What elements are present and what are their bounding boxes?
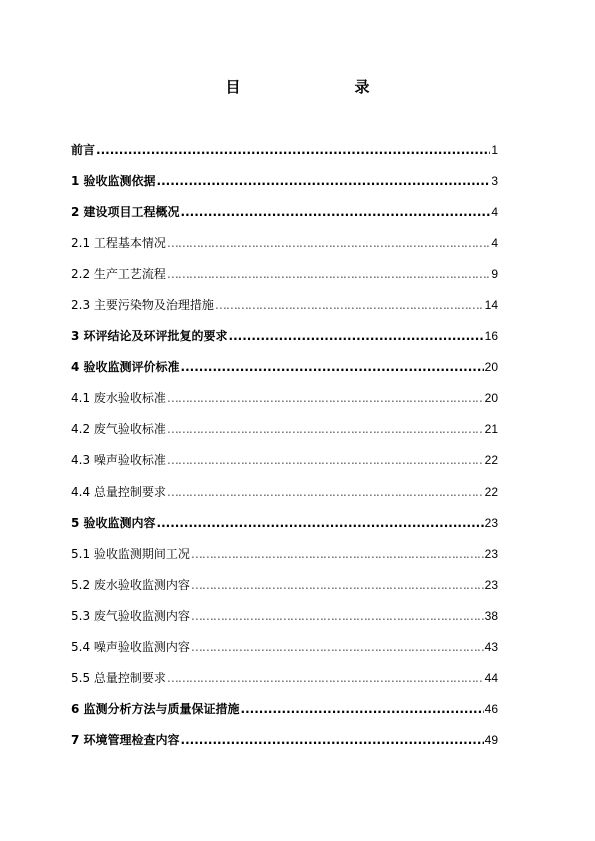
- toc-page-number: 23: [484, 546, 498, 561]
- toc-page-number: 20: [484, 391, 498, 406]
- toc-entry-label: 2.2 生产工艺流程: [71, 267, 166, 282]
- toc-leader-dots: [167, 264, 490, 284]
- toc-page-number: 49: [484, 732, 498, 747]
- toc-leader-dots: [181, 730, 484, 750]
- toc-entry-label: 2.3 主要污染物及治理措施: [71, 298, 214, 313]
- toc-entry-label: 6 监测分析方法与质量保证措施: [71, 701, 240, 716]
- toc-leader-dots: [167, 419, 484, 439]
- toc-leader-dots: [229, 326, 484, 346]
- toc-leader-dots: [191, 606, 484, 626]
- toc-entry[interactable]: [71, 450, 498, 481]
- toc-entry[interactable]: [71, 357, 498, 388]
- toc-leader-dots: [157, 171, 491, 191]
- toc-page-number: 23: [484, 515, 498, 530]
- toc-entry[interactable]: [71, 419, 498, 450]
- toc-entry-label: 4.3 噪声验收标准: [71, 453, 166, 468]
- toc-entry[interactable]: [71, 606, 498, 637]
- toc-entry[interactable]: [71, 699, 498, 730]
- toc-leader-dots: [167, 450, 484, 470]
- toc-entry[interactable]: [71, 140, 498, 171]
- toc-page-number: 14: [484, 298, 498, 313]
- toc-leader-dots: [167, 482, 484, 502]
- toc-page-number: 4: [491, 236, 498, 251]
- toc-page-number: 44: [484, 670, 498, 685]
- toc-entry[interactable]: [71, 730, 498, 761]
- toc-entry-label: 5 验收监测内容: [71, 515, 156, 530]
- toc-entry-label: 3 环评结论及环评批复的要求: [71, 329, 228, 344]
- toc-page-number: 1: [491, 143, 498, 157]
- toc-entry[interactable]: [71, 233, 498, 264]
- toc-leader-dots: [191, 575, 484, 595]
- toc-entry[interactable]: [71, 171, 498, 202]
- toc-page-number: 16: [484, 329, 498, 344]
- toc-entry-label: 2.1 工程基本情况: [71, 236, 166, 251]
- toc-leader-dots: [167, 668, 484, 688]
- toc-entry-label: 5.4 噪声验收监测内容: [71, 639, 190, 654]
- toc-entry[interactable]: [71, 513, 498, 544]
- toc-entry-label: 2 建设项目工程概况: [71, 205, 180, 220]
- toc-page-number: 22: [484, 484, 498, 499]
- toc-page-number: 9: [491, 267, 498, 282]
- toc-entry-label: 4.1 废水验收标准: [71, 391, 166, 406]
- toc-leader-dots: [167, 233, 490, 253]
- toc-entry[interactable]: [71, 326, 498, 357]
- toc-entry[interactable]: [71, 264, 498, 295]
- toc-leader-dots: [191, 544, 484, 564]
- toc-leader-dots: [241, 699, 484, 719]
- toc-leader-dots: [167, 388, 484, 408]
- toc-leader-dots: [191, 637, 484, 657]
- toc-entry-label: 4.2 废气验收标准: [71, 422, 166, 437]
- toc-entry[interactable]: [71, 637, 498, 668]
- toc-entry-label: 4.4 总量控制要求: [71, 484, 166, 499]
- toc-page-number: 23: [484, 577, 498, 592]
- toc-leader-dots: [157, 513, 484, 533]
- toc-page-number: 21: [484, 422, 498, 437]
- page-title: 目 录: [225, 78, 398, 96]
- toc-entry[interactable]: [71, 202, 498, 233]
- toc-page-number: 38: [484, 608, 498, 623]
- toc-page-number: 3: [491, 174, 498, 189]
- toc-entry[interactable]: [71, 388, 498, 419]
- toc-leader-dots: [215, 295, 484, 315]
- toc-entry-label: 1 验收监测依据: [71, 174, 156, 189]
- toc-page-number: 46: [484, 701, 498, 716]
- toc-entry[interactable]: [71, 295, 498, 326]
- toc-leader-dots: [96, 140, 490, 160]
- toc-entry-label: 5.1 验收监测期间工况: [71, 546, 190, 561]
- toc-entry-label: 5.3 废气验收监测内容: [71, 608, 190, 623]
- toc-entry[interactable]: [71, 575, 498, 606]
- toc-page-number: 43: [484, 639, 498, 654]
- toc-page-number: 22: [484, 453, 498, 468]
- toc-entry-label: 前言: [71, 143, 96, 157]
- toc-page-number: 20: [484, 360, 498, 375]
- toc-leader-dots: [181, 357, 484, 377]
- toc-entry-label: 7 环境管理检查内容: [71, 732, 180, 747]
- toc-entry[interactable]: [71, 668, 498, 699]
- toc-entry-label: 5.5 总量控制要求: [71, 670, 166, 685]
- toc-entry-label: 5.2 废水验收监测内容: [71, 577, 190, 592]
- table-of-contents: [71, 140, 498, 761]
- toc-leader-dots: [181, 202, 491, 222]
- toc-entry[interactable]: [71, 482, 498, 513]
- toc-page-number: 4: [491, 205, 498, 220]
- toc-entry[interactable]: [71, 544, 498, 575]
- toc-entry-label: 4 验收监测评价标准: [71, 360, 180, 375]
